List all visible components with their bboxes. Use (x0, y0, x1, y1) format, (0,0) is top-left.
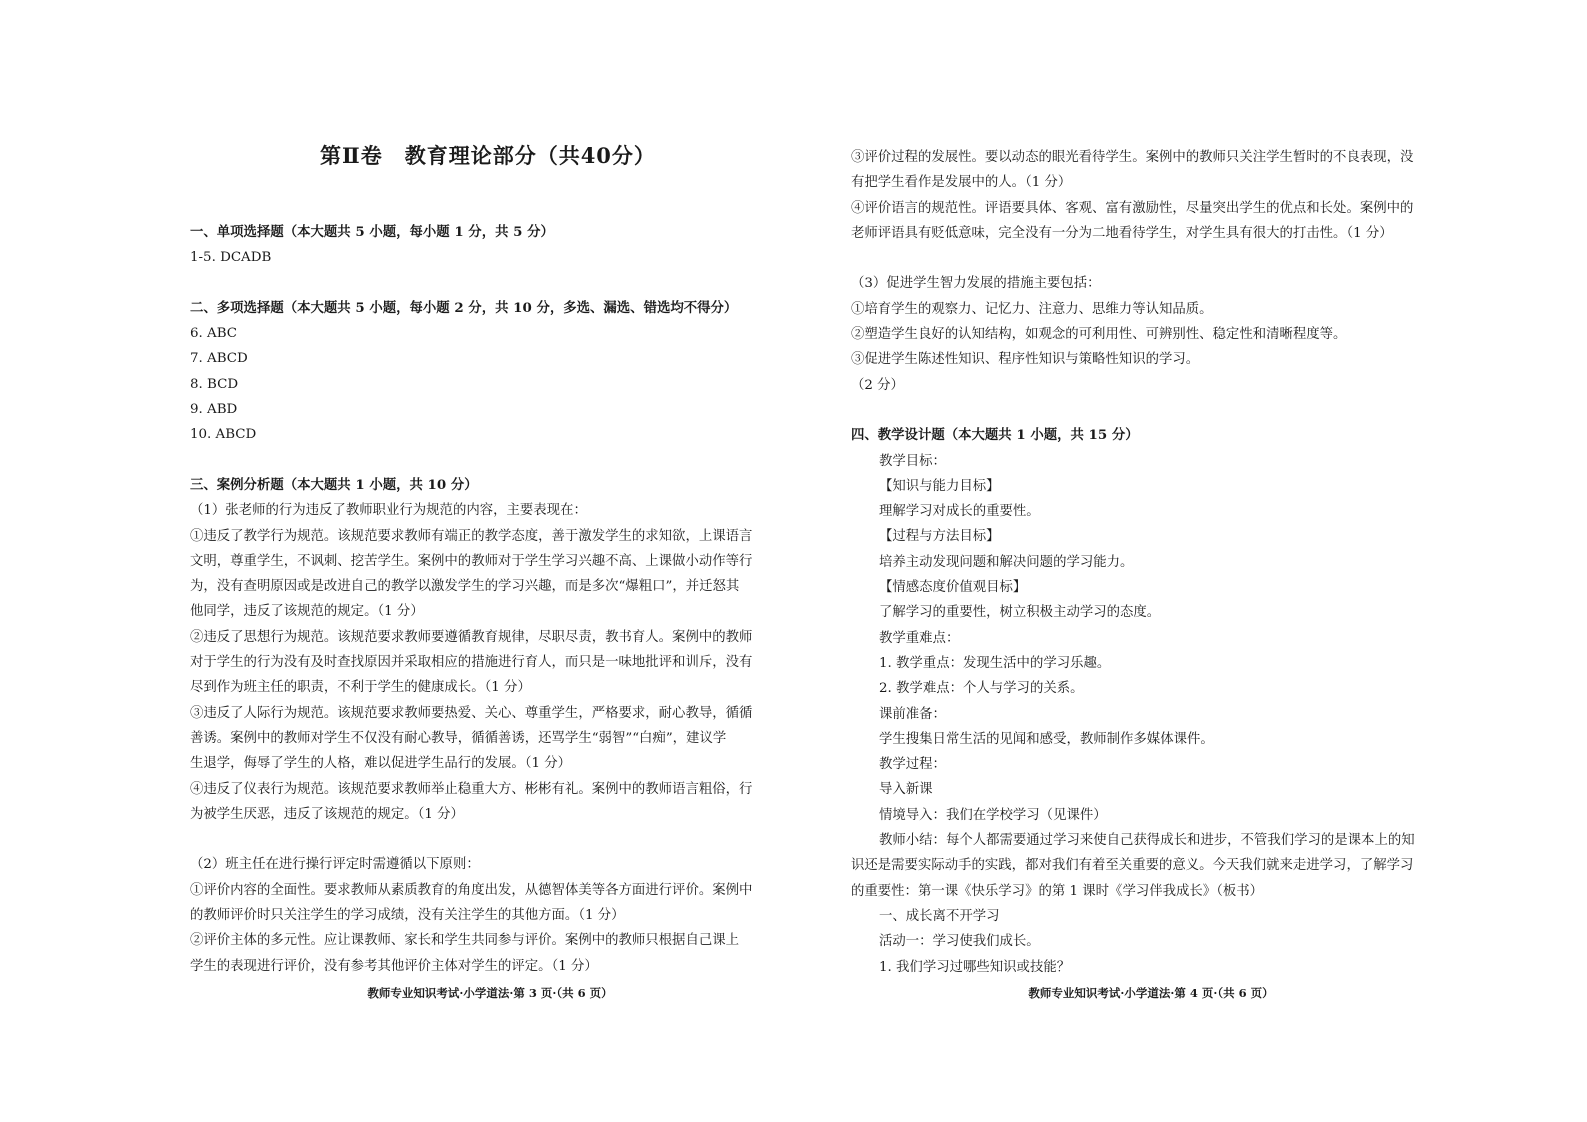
text-line: 活动一：学习使我们成长。 (879, 934, 1040, 950)
text-line: 【知识与能力目标】 (879, 478, 1000, 494)
section-title: 第Ⅱ卷 教育理论部分（共40分） (320, 143, 656, 168)
text-line: 教学目标： (879, 453, 946, 469)
text-line: 情境导入：我们在学校学习（见课件） (879, 807, 1107, 823)
text-line: 【情感态度价值观目标】 (879, 580, 1027, 596)
text-line: ③违反了人际行为规范。该规范要求教师要热爱、关心、尊重学生，严格要求，耐心教导，循循 (190, 705, 753, 721)
text-line: 文明，尊重学生，不讽刺、挖苦学生。案例中的教师对于学生学习兴趣不高、上课做小动作等行 (190, 553, 753, 569)
text-line: ②违反了思想行为规范。该规范要求教师要遵循教育规律，尽职尽责，教书育人。案例中的教师 (190, 629, 753, 645)
text-line: 理解学习对成长的重要性。 (879, 504, 1040, 520)
text-line: 1. 教学重点：发现生活中的学习乐趣。 (879, 655, 1111, 671)
text-line: 导入新课 (879, 782, 933, 798)
text-line: 7. ABCD (190, 351, 248, 367)
blank-line (190, 448, 790, 473)
page-footer-right: 教师专业知识考试·小学道法·第 4 页·（共 6 页） (1028, 986, 1274, 1000)
text-line: ③评价过程的发展性。要以动态的眼光看待学生。案例中的教师只关注学生暂时的不良表现，没 (851, 150, 1414, 165)
text-line: 一、成长离不开学习 (879, 908, 1000, 924)
text-line: 为被学生厌恶，违反了该规范的规定。（1 分） (190, 806, 464, 822)
text-line: 教学重难点： (879, 630, 960, 646)
text-line: （3）促进学生智力发展的措施主要包括： (851, 276, 1101, 292)
text-line: 为，没有查明原因或是改进自己的教学以激发学生的学习兴趣，而是多次“爆粗口”，并迁怒其 (190, 579, 740, 595)
text-line: 他同学，违反了该规范的规定。（1 分） (190, 604, 424, 620)
text-line: 的重要性：第一课《快乐学习》的第 1 课时《学习伴我成长》（板书） (851, 883, 1264, 899)
text-line: ①违反了教学行为规范。该规范要求教师有端正的教学态度，善于激发学生的求知欲，上课语言 (190, 528, 753, 544)
text-line: 10. ABCD (190, 427, 257, 443)
text-line: 有把学生看作是发展中的人。（1 分） (851, 175, 1072, 191)
section-heading: 一、单项选择题（本大题共 5 小题，每小题 1 分，共 5 分） (190, 224, 554, 240)
blank-line (190, 827, 790, 852)
text-line: 了解学习的重要性，树立积极主动学习的态度。 (879, 605, 1161, 621)
text-line: 1. 我们学习过哪些知识或技能？ (879, 959, 1071, 975)
text-line: 9. ABD (190, 402, 238, 418)
section-heading: 三、案例分析题（本大题共 1 小题，共 10 分） (190, 476, 478, 493)
text-line: ②塑造学生良好的认知结构，如观念的可利用性、可辨别性、稳定性和清晰程度等。 (851, 327, 1347, 343)
text-line: 【过程与方法目标】 (879, 529, 1000, 545)
text-line: 识还是需要实际动手的实践，都对我们有着至关重要的意义。今天我们就来走进学习，了解学习 (851, 858, 1414, 874)
left-page (190, 0, 790, 1122)
text-line: ④违反了仪表行为规范。该规范要求教师举止稳重大方、彬彬有礼。案例中的教师语言粗俗，行 (190, 781, 753, 797)
text-line: 教师小结：每个人都需要通过学习来使自己获得成长和进步，不管我们学习的是课本上的知 (879, 833, 1415, 849)
text-line: 培养主动发现问题和解决问题的学习能力。 (879, 554, 1134, 570)
text-line: 生退学，侮辱了学生的人格，难以促进学生品行的发展。（1 分） (190, 756, 572, 772)
text-line: 2. 教学难点：个人与学习的关系。 (879, 681, 1084, 697)
blank-line (190, 271, 790, 296)
text-line: （1）张老师的行为违反了教师职业行为规范的内容，主要表现在： (190, 503, 587, 519)
right-page-body (851, 145, 1451, 980)
left-page-body (190, 220, 790, 979)
text-line: ④评价语言的规范性。评语要具体、客观、富有激励性，尽量突出学生的优点和长处。案例中的 (851, 200, 1414, 216)
text-line: ②评价主体的多元性。应让课教师、家长和学生共同参与评价。案例中的教师只根据自己课上 (190, 933, 740, 949)
text-line: ①评价内容的全面性。要求教师从素质教育的角度出发，从德智体美等各方面进行评价。案例中 (190, 882, 753, 898)
text-line: 善诱。案例中的教师对学生不仅没有耐心教导，循循善诱，还骂学生“弱智”“白痴”，建议学 (190, 730, 727, 746)
text-line: ①培育学生的观察力、记忆力、注意力、思维力等认知品质。 (851, 301, 1213, 317)
page-footer-left: 教师专业知识考试·小学道法·第 3 页·（共 6 页） (367, 986, 613, 1000)
section-heading: 二、多项选择题（本大题共 5 小题，每小题 2 分，共 10 分，多选、漏选、错选均不得分） (190, 299, 738, 316)
right-page (851, 0, 1451, 1122)
text-line: 学生搜集日常生活的见闻和感受，教师制作多媒体课件。 (879, 731, 1214, 747)
text-line: 尽到作为班主任的职责，不利于学生的健康成长。（1 分） (190, 680, 531, 696)
text-line: 6. ABC (190, 326, 238, 342)
text-line: 学生的表现进行评价，没有参考其他评价主体对学生的评定。（1 分） (190, 958, 598, 974)
blank-line (851, 398, 1451, 423)
text-line: ③促进学生陈述性知识、程序性知识与策略性知识的学习。 (851, 352, 1200, 368)
text-line: 的教师评价时只关注学生的学习成绩，没有关注学生的其他方面。（1 分） (190, 908, 625, 924)
text-line: 8. BCD (190, 376, 239, 392)
text-line: 老师评语具有贬低意味，完全没有一分为二地看待学生，对学生具有很大的打击性。（1 分） (851, 225, 1393, 241)
text-line: 教学过程： (879, 757, 946, 773)
text-line: （2）班主任在进行操行评定时需遵循以下原则： (190, 857, 480, 873)
section-heading: 四、教学设计题（本大题共 1 小题，共 15 分） (851, 427, 1139, 444)
text-line: 课前准备： (879, 706, 946, 722)
text-line: （2 分） (851, 377, 904, 393)
text-line: 对于学生的行为没有及时查找原因并采取相应的措施进行育人，而只是一味地批评和训斥，没有 (190, 655, 753, 671)
text-line: 1-5. DCADB (190, 250, 272, 266)
blank-line (851, 246, 1451, 271)
